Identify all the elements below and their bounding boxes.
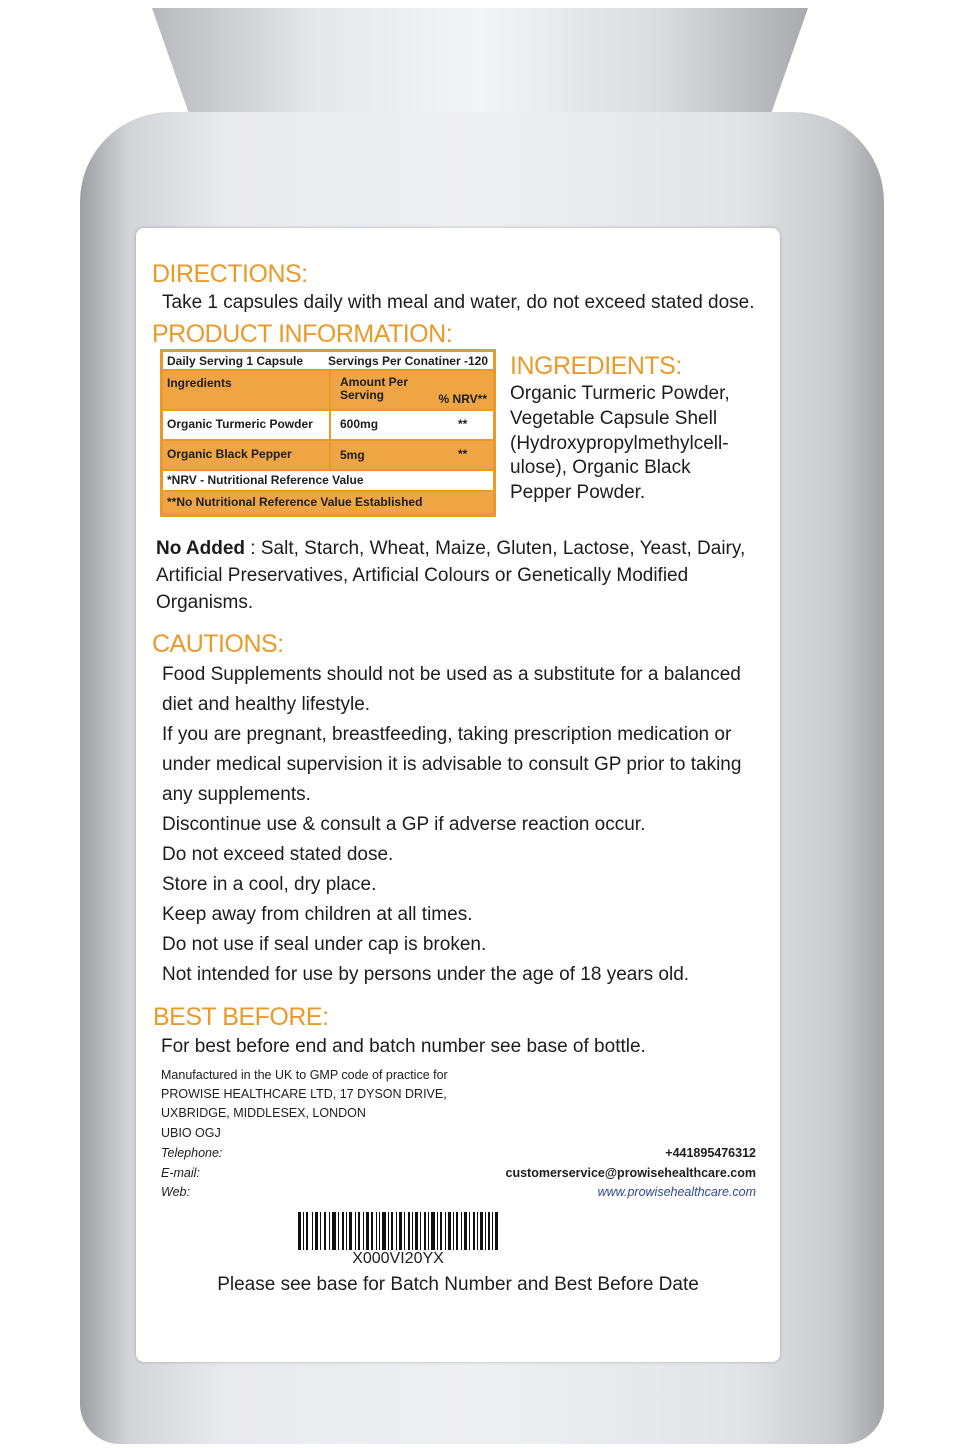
table-header-row [163, 352, 493, 369]
row-2-amount-value: 5mg [340, 448, 365, 462]
caution-line: If you are pregnant, breastfeeding, taking prescription medication or [162, 724, 732, 745]
caution-line: Food Supplements should not be used as a substitute for a balanced [162, 664, 741, 685]
manufacturer-line: UBIO OGJ [161, 1126, 221, 1140]
directions-heading: DIRECTIONS: [152, 260, 308, 288]
email-value: customerservice@prowisehealthcare.com [505, 1166, 756, 1180]
daily-serving: Daily Serving 1 Capsule [167, 354, 304, 368]
row-2-amount [331, 441, 493, 469]
ingredients-line: Organic Turmeric Powder, [510, 383, 730, 404]
telephone-value: +441895476312 [665, 1146, 756, 1160]
caution-line: diet and healthy lifestyle. [162, 694, 371, 715]
row-2-nrv: ** [458, 447, 468, 461]
best-before-heading: BEST BEFORE: [153, 1003, 329, 1031]
web-link: www.prowisehealthcare.com [597, 1185, 756, 1199]
col-amount-line1: Amount Per [340, 375, 409, 389]
best-before-text: For best before end and batch number see base of bottle. [161, 1036, 646, 1057]
no-added-line-3: Organisms. [156, 592, 254, 613]
caution-line: under medical supervision it is advisable to consult GP prior to taking [162, 754, 742, 775]
servings-per-container: Servings Per Conatiner -120 [327, 354, 488, 368]
row-1-nrv: ** [458, 417, 468, 431]
manufacturer-line: UXBRIDGE, MIDDLESEX, LONDON [161, 1106, 366, 1120]
row-1-amount-value: 600mg [340, 417, 379, 431]
row-1-amount [331, 411, 493, 439]
col-nrv: % NRV** [438, 392, 487, 406]
cautions-heading: CAUTIONS: [152, 630, 284, 658]
no-added-line-1 [156, 538, 745, 560]
col-amount [331, 371, 493, 409]
web-label: Web: [161, 1185, 190, 1199]
directions-text: Take 1 capsules daily with meal and water, do not exceed stated dose. [162, 292, 755, 313]
barcode-note: Please see base for Batch Number and Best Before Date [217, 1274, 699, 1295]
manufacturer-line: PROWISE HEALTHCARE LTD, 17 DYSON DRIVE, [161, 1087, 447, 1101]
caution-line: any supplements. [162, 784, 311, 805]
ingredients-heading: INGREDIENTS: [510, 352, 682, 380]
email-label: E-mail: [161, 1166, 200, 1180]
caution-line: Do not use if seal under cap is broken. [162, 934, 487, 955]
barcode-code: X000VI20YX [352, 1250, 444, 1267]
caution-line: Keep away from children at all times. [162, 904, 473, 925]
col-ingredients: Ingredients [163, 371, 329, 409]
no-added-text: : Salt, Starch, Wheat, Maize, Gluten, Lactose, Yeast, Dairy, [245, 538, 746, 559]
caution-line: Not intended for use by persons under the age of 18 years old. [162, 964, 690, 985]
footnote-1: *NRV - Nutritional Reference Value [163, 471, 493, 490]
ingredients-line: Pepper Powder. [510, 482, 646, 503]
caution-line: Store in a cool, dry place. [162, 874, 377, 895]
ingredients-line: Vegetable Capsule Shell [510, 408, 718, 429]
col-amount-line2: Serving [340, 388, 385, 402]
manufacturer-line: Manufactured in the UK to GMP code of practice for [161, 1068, 448, 1082]
telephone-label: Telephone: [161, 1146, 223, 1160]
no-added-label: No Added [156, 538, 246, 559]
caution-line: Discontinue use & consult a GP if adverse reaction occur. [162, 814, 646, 835]
no-added-line-2: Artificial Preservatives, Artificial Colours or Genetically Modified [156, 565, 689, 586]
footnote-2: **No Nutritional Reference Value Established [163, 492, 493, 513]
row-2-name: Organic Black Pepper [163, 441, 329, 469]
nutrition-table [160, 349, 496, 517]
ingredients-line: ulose), Organic Black [510, 457, 691, 478]
barcode [298, 1212, 498, 1250]
ingredients-line: (Hydroxypropylmethylcell- [510, 433, 729, 454]
caution-line: Do not exceed stated dose. [162, 844, 394, 865]
row-1-name: Organic Turmeric Powder [163, 411, 329, 439]
product-info-heading: PRODUCT INFORMATION: [152, 320, 453, 348]
